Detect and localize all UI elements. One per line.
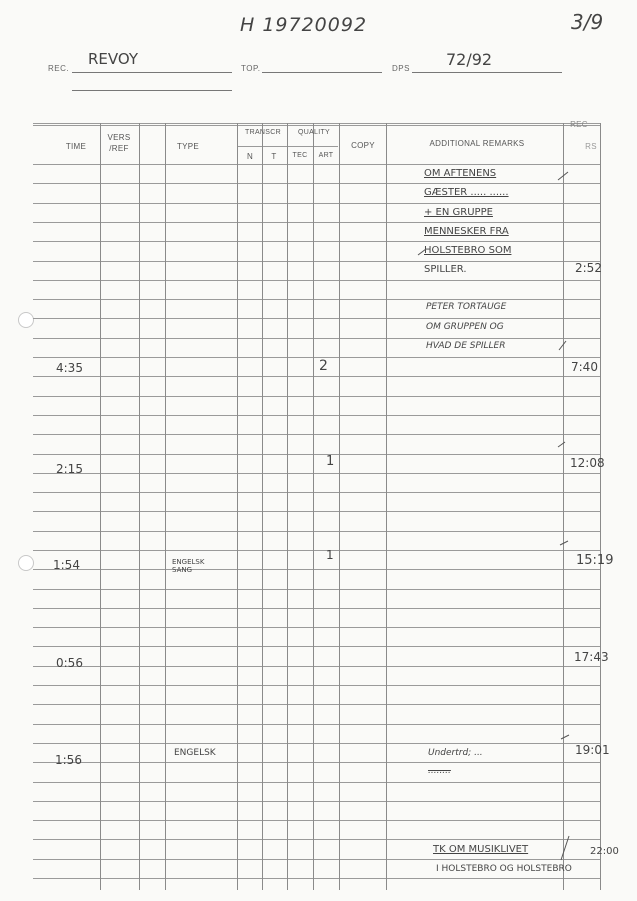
col-quality-tec: TEC (292, 152, 308, 159)
col-quality: QUALITY (297, 129, 331, 136)
col-transcr: TRANSCR (245, 129, 281, 136)
remark-crossed: ........ (428, 766, 451, 776)
col-transcr-t: T (271, 152, 277, 161)
col-type: TYPE (176, 142, 200, 151)
remark-line: Undertrd; ... (428, 748, 483, 758)
remark-line: I HOLSTEBRO OG HOLSTEBRO (436, 864, 572, 874)
remark-line: SPILLER. (424, 264, 467, 275)
remark-line: + EN GRUPPE (424, 207, 493, 218)
type-value: ENGELSK (174, 748, 216, 758)
top-label: TOP. (241, 64, 261, 73)
quality-art-value: 1 (326, 548, 334, 562)
remark-line: GÆSTER ..... ...... (424, 187, 509, 198)
time-value: 4:35 (56, 361, 83, 375)
time-value: 0:56 (56, 656, 83, 670)
rs-value: 15:19 (576, 553, 614, 568)
rs-value: 17:43 (574, 650, 609, 664)
rs-value: 2:52 (575, 261, 602, 275)
quality-art-value: 2 (319, 358, 328, 374)
col-rec: REC (570, 120, 588, 129)
col-quality-art: ART (318, 152, 334, 159)
page-fraction: 3/9 (571, 10, 604, 34)
time-value: 1:56 (55, 753, 82, 767)
remark-line: HVAD DE SPILLER (426, 341, 506, 351)
time-value: 2:15 (56, 462, 83, 476)
remark-line: OM AFTENENS (424, 168, 497, 179)
rs-value: 7:40 (571, 360, 598, 374)
rec-value: REVOY (88, 50, 139, 68)
rs-value: 12:08 (570, 456, 605, 470)
dps-value: 72/92 (446, 50, 493, 69)
col-copy: COPY (351, 141, 375, 150)
remark-line: OM GRUPPEN OG (426, 322, 504, 332)
col-transcr-n: N (246, 152, 254, 161)
col-time: TIME (65, 142, 87, 151)
rs-value: 19:01 (575, 743, 610, 757)
remark-line: MENNESKER FRA (424, 226, 509, 237)
rs-value: 22:00 (590, 846, 619, 857)
dps-label: DPS (392, 64, 410, 73)
col-additional-remarks: ADDITIONAL REMARKS (429, 139, 525, 148)
quality-art-value: 1 (326, 454, 335, 469)
archive-id: H 19720092 (240, 14, 368, 36)
remark-line: PETER TORTAUGE (426, 302, 507, 312)
col-rs: RS (585, 142, 597, 151)
remark-line: TK OM MUSIKLIVET (433, 844, 529, 855)
col-vers-ref: VERS /REF (107, 133, 131, 153)
rec-label: REC. (48, 64, 70, 73)
type-value: ENGELSK SANG (172, 558, 205, 574)
remark-line: HOLSTEBRO SOM (424, 245, 512, 256)
time-value: 1:54 (53, 558, 80, 572)
